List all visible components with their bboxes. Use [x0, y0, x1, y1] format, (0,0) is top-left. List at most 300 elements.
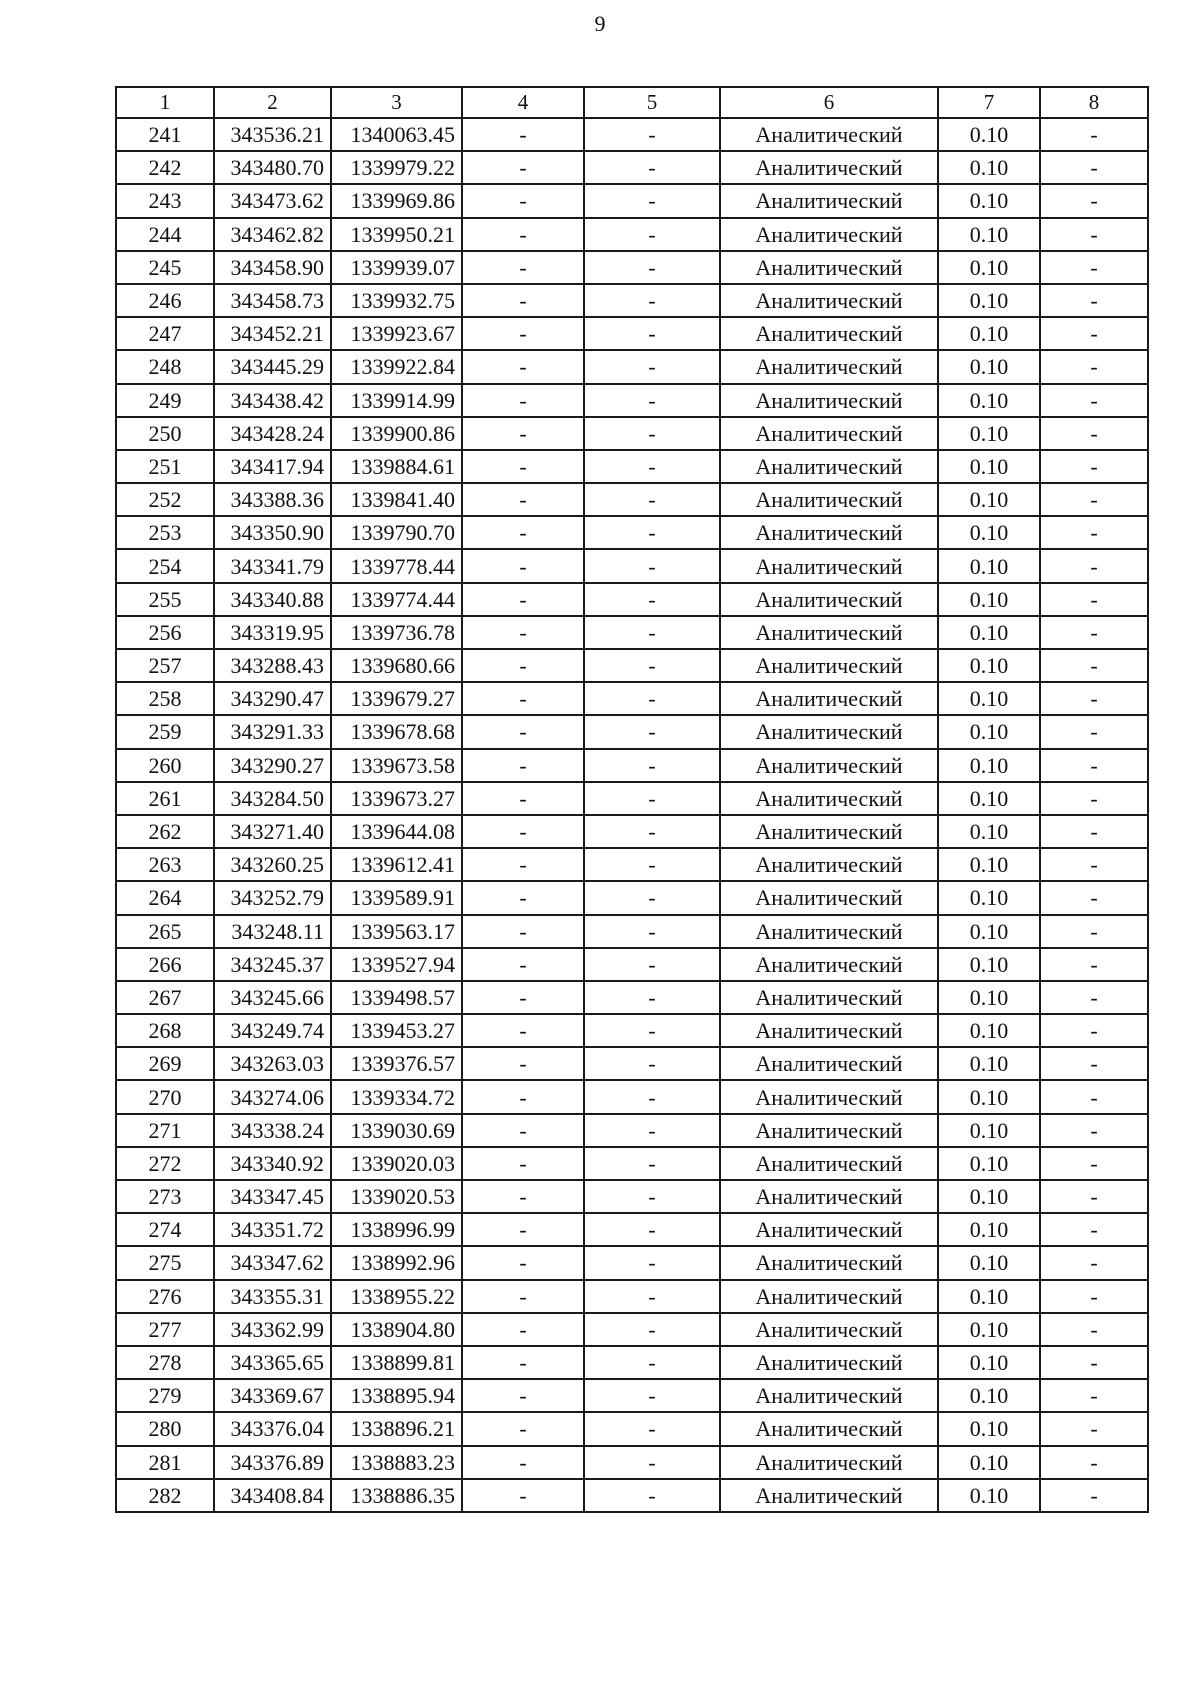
method-cell: Аналитический	[720, 483, 938, 516]
col-5-cell: -	[584, 251, 720, 284]
col-5-cell: -	[584, 1313, 720, 1346]
col-8-cell: -	[1040, 1313, 1148, 1346]
method-cell: Аналитический	[720, 649, 938, 682]
col-4-cell: -	[462, 450, 584, 483]
col-5-cell: -	[584, 1246, 720, 1279]
col-5-cell: -	[584, 417, 720, 450]
col-5-cell: -	[584, 384, 720, 417]
method-cell: Аналитический	[720, 915, 938, 948]
col-8-cell: -	[1040, 450, 1148, 483]
method-cell: Аналитический	[720, 1313, 938, 1346]
page-number: 9	[594, 11, 606, 36]
accuracy-cell: 0.10	[938, 981, 1040, 1014]
method-cell: Аналитический	[720, 1446, 938, 1479]
table-row	[116, 251, 1148, 284]
col-8-cell: -	[1040, 384, 1148, 417]
col-5-cell: -	[584, 1446, 720, 1479]
table-row	[116, 1180, 1148, 1213]
table-row	[116, 583, 1148, 616]
accuracy-cell: 0.10	[938, 848, 1040, 881]
col-5-cell: -	[584, 1114, 720, 1147]
table-row	[116, 1313, 1148, 1346]
col-5-cell: -	[584, 1213, 720, 1246]
col-4-cell: -	[462, 1246, 584, 1279]
col-8-cell: -	[1040, 782, 1148, 815]
col-8-cell: -	[1040, 1280, 1148, 1313]
method-cell: Аналитический	[720, 1147, 938, 1180]
method-cell: Аналитический	[720, 384, 938, 417]
method-cell: Аналитический	[720, 1047, 938, 1080]
header-col-8: 8	[1040, 87, 1148, 118]
col-4-cell: -	[462, 317, 584, 350]
point-number-cell: 265	[116, 915, 214, 948]
accuracy-cell: 0.10	[938, 915, 1040, 948]
table-row	[116, 1346, 1148, 1379]
method-cell: Аналитический	[720, 682, 938, 715]
point-number-cell: 244	[116, 218, 214, 251]
table-row	[116, 417, 1148, 450]
col-5-cell: -	[584, 1047, 720, 1080]
method-cell: Аналитический	[720, 549, 938, 582]
col-4-cell: -	[462, 1446, 584, 1479]
x-coordinate-cell: 343338.24	[214, 1114, 331, 1147]
x-coordinate-cell: 343341.79	[214, 549, 331, 582]
col-8-cell: -	[1040, 516, 1148, 549]
y-coordinate-cell: 1339563.17	[331, 915, 462, 948]
y-coordinate-cell: 1339673.27	[331, 782, 462, 815]
x-coordinate-cell: 343288.43	[214, 649, 331, 682]
table-row	[116, 549, 1148, 582]
y-coordinate-cell: 1339498.57	[331, 981, 462, 1014]
x-coordinate-cell: 343462.82	[214, 218, 331, 251]
x-coordinate-cell: 343376.89	[214, 1446, 331, 1479]
y-coordinate-cell: 1339673.58	[331, 749, 462, 782]
table-row	[116, 1213, 1148, 1246]
x-coordinate-cell: 343350.90	[214, 516, 331, 549]
point-number-cell: 245	[116, 251, 214, 284]
table-row	[116, 848, 1148, 881]
method-cell: Аналитический	[720, 317, 938, 350]
accuracy-cell: 0.10	[938, 1313, 1040, 1346]
point-number-cell: 252	[116, 483, 214, 516]
y-coordinate-cell: 1339884.61	[331, 450, 462, 483]
x-coordinate-cell: 343347.45	[214, 1180, 331, 1213]
table-row	[116, 1412, 1148, 1445]
col-8-cell: -	[1040, 350, 1148, 383]
x-coordinate-cell: 343290.27	[214, 749, 331, 782]
method-cell: Аналитический	[720, 184, 938, 217]
point-number-cell: 241	[116, 118, 214, 151]
col-4-cell: -	[462, 981, 584, 1014]
y-coordinate-cell: 1339030.69	[331, 1114, 462, 1147]
col-5-cell: -	[584, 1346, 720, 1379]
col-8-cell: -	[1040, 1080, 1148, 1113]
point-number-cell: 253	[116, 516, 214, 549]
accuracy-cell: 0.10	[938, 881, 1040, 914]
col-8-cell: -	[1040, 583, 1148, 616]
table-header-row	[116, 87, 1148, 118]
col-8-cell: -	[1040, 1114, 1148, 1147]
table-row	[116, 1246, 1148, 1279]
x-coordinate-cell: 343249.74	[214, 1014, 331, 1047]
col-4-cell: -	[462, 483, 584, 516]
col-5-cell: -	[584, 1479, 720, 1512]
table-row	[116, 915, 1148, 948]
table-body	[116, 118, 1148, 1512]
table-row	[116, 649, 1148, 682]
col-4-cell: -	[462, 583, 584, 616]
header-col-6: 6	[720, 87, 938, 118]
point-number-cell: 274	[116, 1213, 214, 1246]
accuracy-cell: 0.10	[938, 218, 1040, 251]
method-cell: Аналитический	[720, 1379, 938, 1412]
point-number-cell: 270	[116, 1080, 214, 1113]
x-coordinate-cell: 343445.29	[214, 350, 331, 383]
method-cell: Аналитический	[720, 948, 938, 981]
method-cell: Аналитический	[720, 1180, 938, 1213]
col-4-cell: -	[462, 1147, 584, 1180]
col-8-cell: -	[1040, 417, 1148, 450]
col-5-cell: -	[584, 782, 720, 815]
method-cell: Аналитический	[720, 417, 938, 450]
point-number-cell: 273	[116, 1180, 214, 1213]
accuracy-cell: 0.10	[938, 815, 1040, 848]
y-coordinate-cell: 1338883.23	[331, 1446, 462, 1479]
col-4-cell: -	[462, 184, 584, 217]
col-5-cell: -	[584, 682, 720, 715]
x-coordinate-cell: 343290.47	[214, 682, 331, 715]
method-cell: Аналитический	[720, 118, 938, 151]
accuracy-cell: 0.10	[938, 1412, 1040, 1445]
col-5-cell: -	[584, 118, 720, 151]
x-coordinate-cell: 343473.62	[214, 184, 331, 217]
accuracy-cell: 0.10	[938, 1379, 1040, 1412]
col-8-cell: -	[1040, 915, 1148, 948]
col-8-cell: -	[1040, 184, 1148, 217]
y-coordinate-cell: 1339939.07	[331, 251, 462, 284]
y-coordinate-cell: 1339790.70	[331, 516, 462, 549]
method-cell: Аналитический	[720, 1346, 938, 1379]
col-4-cell: -	[462, 1114, 584, 1147]
method-cell: Аналитический	[720, 450, 938, 483]
method-cell: Аналитический	[720, 1080, 938, 1113]
point-number-cell: 277	[116, 1313, 214, 1346]
point-number-cell: 243	[116, 184, 214, 217]
table-row	[116, 1014, 1148, 1047]
col-8-cell: -	[1040, 649, 1148, 682]
table-row	[116, 184, 1148, 217]
col-4-cell: -	[462, 682, 584, 715]
col-4-cell: -	[462, 1213, 584, 1246]
method-cell: Аналитический	[720, 981, 938, 1014]
accuracy-cell: 0.10	[938, 151, 1040, 184]
col-8-cell: -	[1040, 1014, 1148, 1047]
accuracy-cell: 0.10	[938, 284, 1040, 317]
y-coordinate-cell: 1339020.53	[331, 1180, 462, 1213]
point-number-cell: 280	[116, 1412, 214, 1445]
point-number-cell: 250	[116, 417, 214, 450]
header-col-1: 1	[116, 87, 214, 118]
col-4-cell: -	[462, 1313, 584, 1346]
accuracy-cell: 0.10	[938, 450, 1040, 483]
y-coordinate-cell: 1339527.94	[331, 948, 462, 981]
y-coordinate-cell: 1338896.21	[331, 1412, 462, 1445]
col-5-cell: -	[584, 881, 720, 914]
y-coordinate-cell: 1338899.81	[331, 1346, 462, 1379]
table-row	[116, 1379, 1148, 1412]
accuracy-cell: 0.10	[938, 948, 1040, 981]
y-coordinate-cell: 1339841.40	[331, 483, 462, 516]
table-row	[116, 284, 1148, 317]
method-cell: Аналитический	[720, 1412, 938, 1445]
col-4-cell: -	[462, 649, 584, 682]
method-cell: Аналитический	[720, 1114, 938, 1147]
method-cell: Аналитический	[720, 1213, 938, 1246]
point-number-cell: 242	[116, 151, 214, 184]
table-row	[116, 715, 1148, 748]
y-coordinate-cell: 1339778.44	[331, 549, 462, 582]
x-coordinate-cell: 343438.42	[214, 384, 331, 417]
header-col-3: 3	[331, 87, 462, 118]
point-number-cell: 281	[116, 1446, 214, 1479]
y-coordinate-cell: 1339736.78	[331, 616, 462, 649]
x-coordinate-cell: 343245.66	[214, 981, 331, 1014]
y-coordinate-cell: 1339020.03	[331, 1147, 462, 1180]
x-coordinate-cell: 343245.37	[214, 948, 331, 981]
x-coordinate-cell: 343365.65	[214, 1346, 331, 1379]
point-number-cell: 269	[116, 1047, 214, 1080]
col-8-cell: -	[1040, 317, 1148, 350]
table-row	[116, 881, 1148, 914]
col-4-cell: -	[462, 1379, 584, 1412]
col-8-cell: -	[1040, 1346, 1148, 1379]
table-row	[116, 384, 1148, 417]
col-5-cell: -	[584, 549, 720, 582]
col-8-cell: -	[1040, 218, 1148, 251]
col-5-cell: -	[584, 649, 720, 682]
table-row	[116, 1114, 1148, 1147]
y-coordinate-cell: 1338955.22	[331, 1280, 462, 1313]
col-8-cell: -	[1040, 715, 1148, 748]
table-row	[116, 1047, 1148, 1080]
col-8-cell: -	[1040, 1412, 1148, 1445]
col-4-cell: -	[462, 616, 584, 649]
point-number-cell: 272	[116, 1147, 214, 1180]
y-coordinate-cell: 1339774.44	[331, 583, 462, 616]
method-cell: Аналитический	[720, 1479, 938, 1512]
y-coordinate-cell: 1339950.21	[331, 218, 462, 251]
col-4-cell: -	[462, 118, 584, 151]
x-coordinate-cell: 343274.06	[214, 1080, 331, 1113]
col-8-cell: -	[1040, 1180, 1148, 1213]
x-coordinate-cell: 343428.24	[214, 417, 331, 450]
y-coordinate-cell: 1339900.86	[331, 417, 462, 450]
col-5-cell: -	[584, 981, 720, 1014]
table-row	[116, 218, 1148, 251]
y-coordinate-cell: 1338895.94	[331, 1379, 462, 1412]
point-number-cell: 260	[116, 749, 214, 782]
col-4-cell: -	[462, 1346, 584, 1379]
x-coordinate-cell: 343271.40	[214, 815, 331, 848]
x-coordinate-cell: 343319.95	[214, 616, 331, 649]
col-5-cell: -	[584, 1080, 720, 1113]
accuracy-cell: 0.10	[938, 1280, 1040, 1313]
x-coordinate-cell: 343388.36	[214, 483, 331, 516]
x-coordinate-cell: 343376.04	[214, 1412, 331, 1445]
x-coordinate-cell: 343369.67	[214, 1379, 331, 1412]
accuracy-cell: 0.10	[938, 317, 1040, 350]
method-cell: Аналитический	[720, 350, 938, 383]
table-row	[116, 1080, 1148, 1113]
point-number-cell: 248	[116, 350, 214, 383]
y-coordinate-cell: 1339914.99	[331, 384, 462, 417]
col-8-cell: -	[1040, 848, 1148, 881]
col-8-cell: -	[1040, 682, 1148, 715]
header-col-2: 2	[214, 87, 331, 118]
col-8-cell: -	[1040, 284, 1148, 317]
col-4-cell: -	[462, 1047, 584, 1080]
table-row	[116, 682, 1148, 715]
table-row	[116, 1446, 1148, 1479]
col-4-cell: -	[462, 417, 584, 450]
col-4-cell: -	[462, 1412, 584, 1445]
col-4-cell: -	[462, 948, 584, 981]
table-row	[116, 981, 1148, 1014]
x-coordinate-cell: 343284.50	[214, 782, 331, 815]
method-cell: Аналитический	[720, 218, 938, 251]
point-number-cell: 266	[116, 948, 214, 981]
point-number-cell: 271	[116, 1114, 214, 1147]
table-row	[116, 118, 1148, 151]
y-coordinate-cell: 1338886.35	[331, 1479, 462, 1512]
point-number-cell: 282	[116, 1479, 214, 1512]
col-8-cell: -	[1040, 1213, 1148, 1246]
y-coordinate-cell: 1339922.84	[331, 350, 462, 383]
method-cell: Аналитический	[720, 251, 938, 284]
col-5-cell: -	[584, 583, 720, 616]
col-8-cell: -	[1040, 1147, 1148, 1180]
y-coordinate-cell: 1339376.57	[331, 1047, 462, 1080]
col-5-cell: -	[584, 284, 720, 317]
col-5-cell: -	[584, 1014, 720, 1047]
col-8-cell: -	[1040, 1047, 1148, 1080]
col-5-cell: -	[584, 516, 720, 549]
col-5-cell: -	[584, 616, 720, 649]
col-4-cell: -	[462, 848, 584, 881]
accuracy-cell: 0.10	[938, 350, 1040, 383]
y-coordinate-cell: 1338996.99	[331, 1213, 462, 1246]
x-coordinate-cell: 343263.03	[214, 1047, 331, 1080]
y-coordinate-cell: 1340063.45	[331, 118, 462, 151]
table-row	[116, 1147, 1148, 1180]
x-coordinate-cell: 343458.73	[214, 284, 331, 317]
point-number-cell: 246	[116, 284, 214, 317]
col-8-cell: -	[1040, 815, 1148, 848]
col-4-cell: -	[462, 251, 584, 284]
accuracy-cell: 0.10	[938, 483, 1040, 516]
accuracy-cell: 0.10	[938, 1080, 1040, 1113]
col-5-cell: -	[584, 715, 720, 748]
col-4-cell: -	[462, 915, 584, 948]
point-number-cell: 264	[116, 881, 214, 914]
col-8-cell: -	[1040, 981, 1148, 1014]
method-cell: Аналитический	[720, 151, 938, 184]
x-coordinate-cell: 343536.21	[214, 118, 331, 151]
col-4-cell: -	[462, 1479, 584, 1512]
method-cell: Аналитический	[720, 284, 938, 317]
x-coordinate-cell: 343347.62	[214, 1246, 331, 1279]
col-8-cell: -	[1040, 881, 1148, 914]
x-coordinate-cell: 343260.25	[214, 848, 331, 881]
accuracy-cell: 0.10	[938, 1014, 1040, 1047]
point-number-cell: 263	[116, 848, 214, 881]
x-coordinate-cell: 343340.88	[214, 583, 331, 616]
y-coordinate-cell: 1339678.68	[331, 715, 462, 748]
col-4-cell: -	[462, 284, 584, 317]
table-row	[116, 782, 1148, 815]
col-5-cell: -	[584, 1280, 720, 1313]
point-number-cell: 268	[116, 1014, 214, 1047]
method-cell: Аналитический	[720, 1014, 938, 1047]
col-4-cell: -	[462, 1280, 584, 1313]
accuracy-cell: 0.10	[938, 583, 1040, 616]
col-5-cell: -	[584, 218, 720, 251]
col-8-cell: -	[1040, 1246, 1148, 1279]
accuracy-cell: 0.10	[938, 649, 1040, 682]
col-8-cell: -	[1040, 1446, 1148, 1479]
point-number-cell: 254	[116, 549, 214, 582]
col-8-cell: -	[1040, 948, 1148, 981]
point-number-cell: 267	[116, 981, 214, 1014]
accuracy-cell: 0.10	[938, 184, 1040, 217]
accuracy-cell: 0.10	[938, 715, 1040, 748]
point-number-cell: 255	[116, 583, 214, 616]
header-col-4: 4	[462, 87, 584, 118]
accuracy-cell: 0.10	[938, 1147, 1040, 1180]
method-cell: Аналитический	[720, 1280, 938, 1313]
y-coordinate-cell: 1339612.41	[331, 848, 462, 881]
table-row	[116, 483, 1148, 516]
col-5-cell: -	[584, 1180, 720, 1213]
y-coordinate-cell: 1339923.67	[331, 317, 462, 350]
col-4-cell: -	[462, 815, 584, 848]
accuracy-cell: 0.10	[938, 516, 1040, 549]
accuracy-cell: 0.10	[938, 417, 1040, 450]
method-cell: Аналитический	[720, 815, 938, 848]
point-number-cell: 261	[116, 782, 214, 815]
method-cell: Аналитический	[720, 749, 938, 782]
col-5-cell: -	[584, 848, 720, 881]
x-coordinate-cell: 343291.33	[214, 715, 331, 748]
accuracy-cell: 0.10	[938, 1246, 1040, 1279]
col-4-cell: -	[462, 151, 584, 184]
x-coordinate-cell: 343252.79	[214, 881, 331, 914]
accuracy-cell: 0.10	[938, 251, 1040, 284]
point-number-cell: 279	[116, 1379, 214, 1412]
table-row	[116, 350, 1148, 383]
point-number-cell: 247	[116, 317, 214, 350]
y-coordinate-cell: 1339680.66	[331, 649, 462, 682]
col-5-cell: -	[584, 1147, 720, 1180]
y-coordinate-cell: 1339453.27	[331, 1014, 462, 1047]
x-coordinate-cell: 343355.31	[214, 1280, 331, 1313]
x-coordinate-cell: 343452.21	[214, 317, 331, 350]
col-4-cell: -	[462, 1014, 584, 1047]
table-row	[116, 516, 1148, 549]
col-5-cell: -	[584, 1412, 720, 1445]
accuracy-cell: 0.10	[938, 782, 1040, 815]
col-5-cell: -	[584, 483, 720, 516]
